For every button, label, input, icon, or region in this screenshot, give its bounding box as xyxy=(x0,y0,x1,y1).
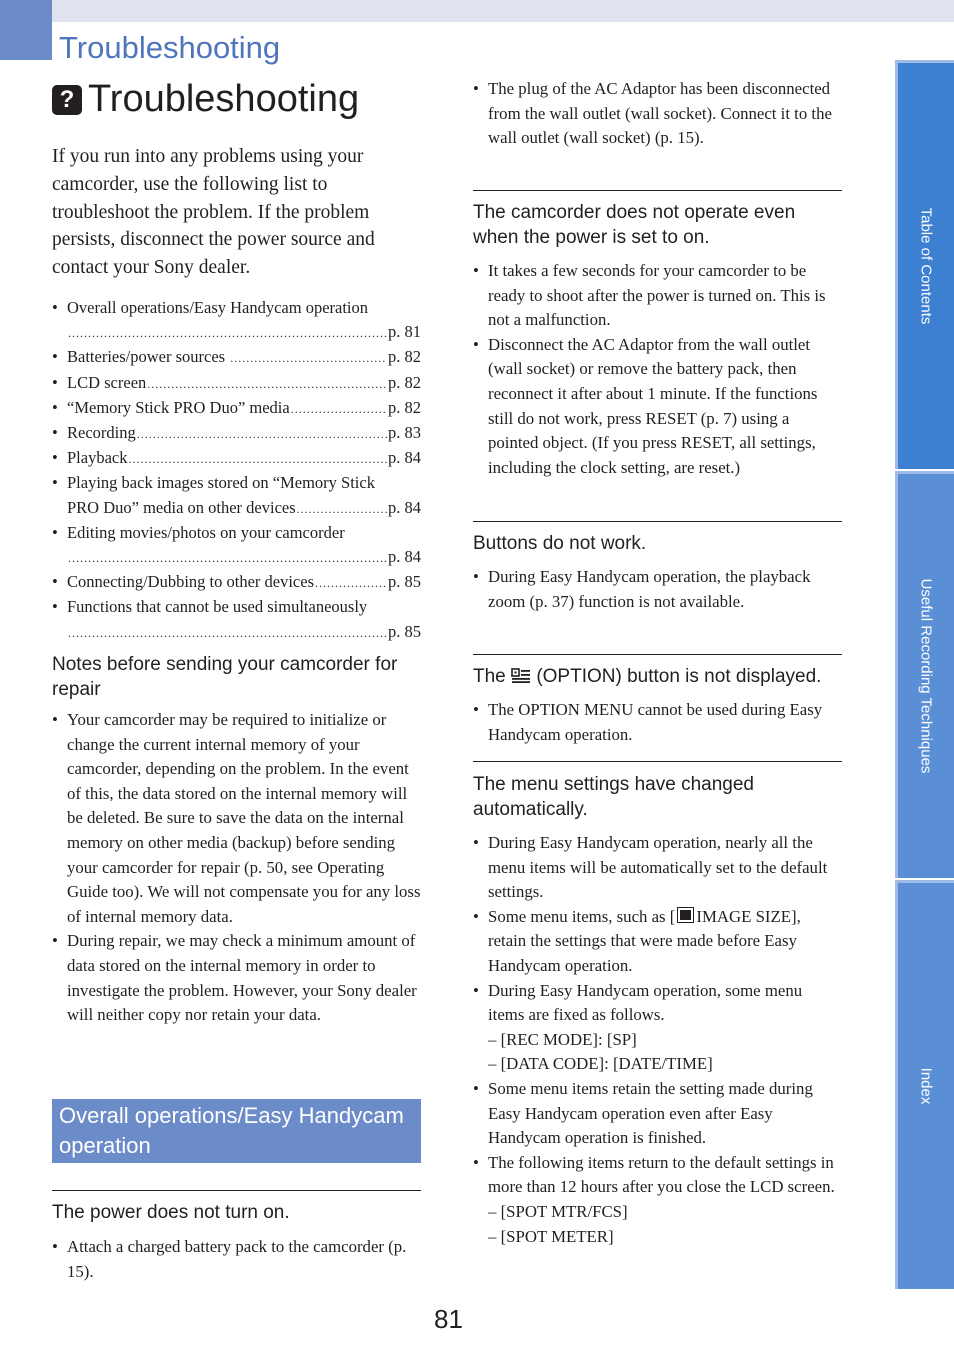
notes-list xyxy=(52,708,421,1028)
intro-paragraph: If you run into any problems using your camcorder, use the following list to troubleshoot the problem. If the problem persists, disconnect the power source and contact your Sony dealer. xyxy=(52,146,375,279)
toc-item[interactable]: • Batteries/power sources ..... p. 82 xyxy=(52,345,421,370)
toc-item[interactable]: • Connecting/Dubbing to other devices ..... p. 85 xyxy=(52,570,421,595)
notes-heading: Notes before sending your camcorder for repair xyxy=(52,654,398,700)
tab-table-of-contents[interactable]: Table of Contents xyxy=(895,60,954,469)
page-number: 81 xyxy=(434,1304,463,1334)
not-operate-heading: The camcorder does not operate even when the power is set to on. xyxy=(473,202,796,248)
power-list xyxy=(52,1235,421,1284)
list-item: • During repair, we may check a minimum amount of data stored on the internal memory in order to investigate the problem. However, your Sony dealer will neither copy nor retain your data. xyxy=(52,929,421,1027)
not-operate-list xyxy=(473,259,842,480)
power-list-cont xyxy=(473,77,842,151)
buttons-heading: Buttons do not work. xyxy=(473,533,647,554)
list-item: • During Easy Handycam operation, the playback zoom (p. 37) function is not available. xyxy=(473,565,842,614)
list-item: • The OPTION MENU cannot be used during Easy Handycam operation. xyxy=(473,698,842,747)
list-item: • Your camcorder may be required to initialize or change the current internal memory of your camcorder, depending on the problem. In the event of this, the data stored on the internal memory will be deleted. Be sure to save the data on the internal memory on other media (backup) before sending your camcorder for repair (p. 50, see Operating Guide too). We will not compensate you for any loss of internal memory data. xyxy=(52,708,421,929)
list-item: • Disconnect the AC Adaptor from the wall outlet (wall socket) or remove the battery pack, then reconnect it after about 1 minute. If the functions still do not work, press RESET (p. 7) using a pointed object. (If you press RESET, all settings, including the clock setting, are reset.) xyxy=(473,333,842,481)
option-heading: The (OPTION) button is not displayed. xyxy=(473,666,822,687)
list-item: • The following items return to the default settings in more than 12 hours after you close the LCD screen. – [SPOT MTR/FCS] – [SPOT METER] xyxy=(473,1151,842,1249)
toc-item[interactable]: • Functions that cannot be used simultaneously ..... p. 85 xyxy=(52,595,421,644)
toc-item[interactable]: • Playback ..... p. 84 xyxy=(52,446,421,471)
option-list xyxy=(473,698,842,747)
list-item: • Some menu items retain the setting made during Easy Handycam operation even after Easy Handycam operation is finished. xyxy=(473,1077,842,1151)
question-icon: ? xyxy=(52,85,82,115)
menu-heading: The menu settings have changed automatically. xyxy=(473,774,754,820)
top-bar xyxy=(0,0,954,22)
menu-list xyxy=(473,831,842,1249)
list-item: • The plug of the AC Adaptor has been disconnected from the wall outlet (wall socket). Connect it to the wall outlet (wall socket) (p. 15). xyxy=(473,77,842,151)
divider xyxy=(473,521,842,522)
list-item: • It takes a few seconds for your camcorder to be ready to shoot after the power is turned on. This is not a malfunction. xyxy=(473,259,842,333)
tab-index[interactable]: Index xyxy=(895,880,954,1289)
toc-item[interactable]: • Recording ..... p. 83 xyxy=(52,421,421,446)
toc-item[interactable]: • LCD screen ..... p. 82 xyxy=(52,371,421,396)
page-title xyxy=(52,76,359,122)
divider xyxy=(473,654,842,655)
list-item: • Attach a charged battery pack to the camcorder (p. 15). xyxy=(52,1235,421,1284)
list-item: • During Easy Handycam operation, nearly all the menu items will be automatically set to the default settings. xyxy=(473,831,842,905)
image-size-icon xyxy=(677,907,694,923)
toc-list xyxy=(52,296,421,645)
buttons-list xyxy=(473,565,842,614)
list-item: • Some menu items, such as [ IMAGE SIZE], retain the settings that were made before Easy Handycam operation. xyxy=(473,905,842,979)
option-icon xyxy=(511,667,531,683)
list-item: • During Easy Handycam operation, some menu items are fixed as follows. – [REC MODE]: [SP] – [DATA CODE]: [DATE/TIME] xyxy=(473,979,842,1077)
tab-useful-recording-techniques[interactable]: Useful Recording Techniques xyxy=(895,471,954,878)
page-title-text: Troubleshooting xyxy=(88,78,360,120)
power-heading: The power does not turn on. xyxy=(52,1202,290,1223)
overall-section-banner: Overall operations/Easy Handycam operation xyxy=(52,1099,421,1163)
toc-item[interactable]: • “Memory Stick PRO Duo” media ..... p. 82 xyxy=(52,396,421,421)
toc-item[interactable]: • Editing movies/photos on your camcorder ..... p. 84 xyxy=(52,521,421,570)
section-title: Troubleshooting xyxy=(59,30,281,65)
toc-item[interactable]: • Overall operations/Easy Handycam operation ..... p. 81 xyxy=(52,296,421,345)
corner-block xyxy=(0,0,52,60)
divider xyxy=(473,761,842,762)
divider xyxy=(473,190,842,191)
divider xyxy=(52,1190,421,1191)
toc-item[interactable]: • Playing back images stored on “Memory Stick PRO Duo” media on other devices ..... p. 84 xyxy=(52,471,421,520)
